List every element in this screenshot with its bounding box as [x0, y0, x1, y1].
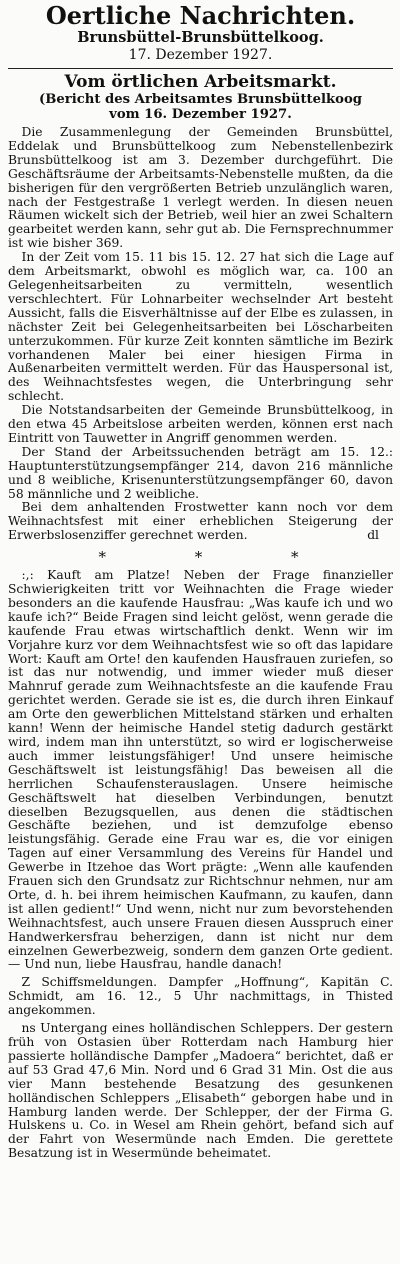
- article-paragraph: Bei dem anhaltenden Frostwetter kann noch vor dem Weihnachtsfest mit einer erheblichen Steigerung der Erwerbslosenziffer gerechnet werden.: [8, 500, 393, 543]
- article-deck-line-2: vom 16. Dezember 1927.: [109, 107, 292, 122]
- news-item-schiffsmeldungen: Z Schiffsmeldungen. Dampfer „Hoffnung“, Kapitän C. Schmidt, am 16. 12., 5 Uhr nachmittags, in Thisted angekommen.: [8, 975, 393, 1018]
- article-paragraph: Die Zusammenlegung der Gemeinden Brunsbüttel, Eddelak und Brunsbüttelkoog zum Nebenstellenbezirk Brunsbüttelkoog ist am 3. Dezember durchgeführt. Die Geschäftsräume der Arbeitsamts-Nebenstelle mußten, da die bisherigen für den vergrößerten Betrieb unzulänglich waren, nach der Festgestraße 1 verlegt werden. In diesen neuen Räumen wickelt sich der Betrieb, weil hier an zwei Schaltern gearbeitet werden kann, sehr gut ab. Die Fernsprechnummer ist wie bisher 369.: [8, 125, 393, 251]
- article-paragraph: Der Stand der Arbeitssuchenden beträgt am 15. 12.: Hauptunterstützungsempfänger 214, davon 216 männliche und 8 weibliche, Krisenunterstützungsempfänger 60, davon 58 männliche und 2 weibliche.: [8, 444, 393, 501]
- section-subtitle: Brunsbüttel-Brunsbüttelkoog.: [77, 29, 324, 46]
- section-separator: * * *: [98, 548, 341, 567]
- divider: [8, 68, 393, 69]
- article-paragraph: Die Notstandsarbeiten der Gemeinde Brunsbüttelkoog, in den etwa 45 Arbeitslose arbeiten werden, können erst nach Eintritt von Tauwetter in Angriff genommen werden.: [8, 403, 393, 445]
- news-item-kauft-am-platze: :,: Kauft am Platze! Neben der Frage finanzieller Schwierigkeiten tritt vor Weihnachten die Frage wieder besonders an die kaufende Hausfrau: „Was kaufe ich und wo kaufe ich?“ Beide Fragen sind leicht gelöst, wenn gerade die kaufende Frau etwas wirtschaftlich denkt. Wenn wir im Vorjahre kurz vor dem Weihnachtsfest wie so oft das lapidare Wort: Kauft am Orte! den kaufenden Hausfrauen zuriefen, so ist das nur notwendig, und immer wieder muß dieser Mahnruf gerade zum Weihnachtsfeste an die kaufende Frau gerichtet werden. Gerade sie ist es, die durch ihren Einkauf am Orte den gewerblichen Mittelstand stärken und erhalten kann! Wenn der heimische Handel stetig dadurch gestärkt wird, indem man ihn unterstützt, so wird er logischerweise auch immer leistungsfähiger! Und unsere heimische Geschäftswelt ist leistungsfähig! Das beweisen all die herrlichen Schaufensterauslagen. Unsere heimische Geschäftswelt hat dieselben Verbindungen, benutzt dieselben Bezugsquellen, aus denen die städtischen Geschäfte beziehen, und ist demzufolge ebenso leistungsfähig. Gerade eine Frau war es, die vor einigen Tagen auf einer Versammlung des Vereins für Handel und Gewerbe in Itzehoe das Wort prägte: „Wenn alle kaufenden Frauen sich den Grundsatz zur Richtschnur nehmen, nur am Orte, d. h. bei ihrem heimischen Kaufmann, zu kaufen, dann ist allen gedient!“ Und wenn, nicht nur zum bevorstehenden Weihnachtsfest, auch unsere Frauen diesen Ausspruch einer Handwerkersfrau beherzigen, dann ist nicht nur dem einzelnen Gewerbezweig, sondern dem ganzen Orte gedient. — Und nun, liebe Hausfrau, handle danach!: [8, 568, 393, 972]
- issue-date: 17. Dezember 1927.: [128, 47, 273, 63]
- article-paragraph: In der Zeit vom 15. 11 bis 15. 12. 27 hat sich die Lage auf dem Arbeitsmarkt, obwohl es möglich war, ca. 100 an Gelegenheitsarbeiten zu vermitteln, wesentlich verschlechtert. Für Lohnarbeiter wechselnder Art besteht Aussicht, falls die Eisverhältnisse auf der Elbe es zulassen, in nächster Zeit bei Gelegenheitsarbeiten bei Löscharbeiten unterzukommen. Für kurze Zeit konnten sämtliche im Bezirk vorhandenen Maler bei einer hiesigen Firma in Außenarbeiten vermittelt werden. Für das Hauspersonal ist, des Weihnachtsfestes wegen, die Unterbringung sehr schlecht.: [8, 250, 393, 404]
- news-item-untergang-schlepper: ns Untergang eines holländischen Schleppers. Der gestern früh von Ostasien über Rotterdam nach Hamburg hier passierte holländische Dampfer „Madoera“ berichtet, daß er auf 53 Grad 47,6 Min. Nord und 6 Grad 31 Min. Ost die aus vier Mann bestehende Besatzung des gesunkenen holländischen Schleppers „Elisabeth“ geborgen habe und in Hamburg landen werde. Der Schlepper, der der Firma G. Hulskens u. Co. in Wesel am Rhein gehört, befand sich auf der Fahrt von Wesermünde nach Emden. Die gerettete Besatzung ist in Wesermünde beheimatet.: [8, 1021, 393, 1161]
- article-deck-line-1: (Bericht des Arbeitsamtes Brunsbüttelkoog: [38, 92, 362, 107]
- section-title: Oertliche Nachrichten.: [45, 1, 356, 30]
- author-signature: dl: [367, 528, 379, 543]
- article-headline: Vom örtlichen Arbeitsmarkt.: [64, 72, 337, 92]
